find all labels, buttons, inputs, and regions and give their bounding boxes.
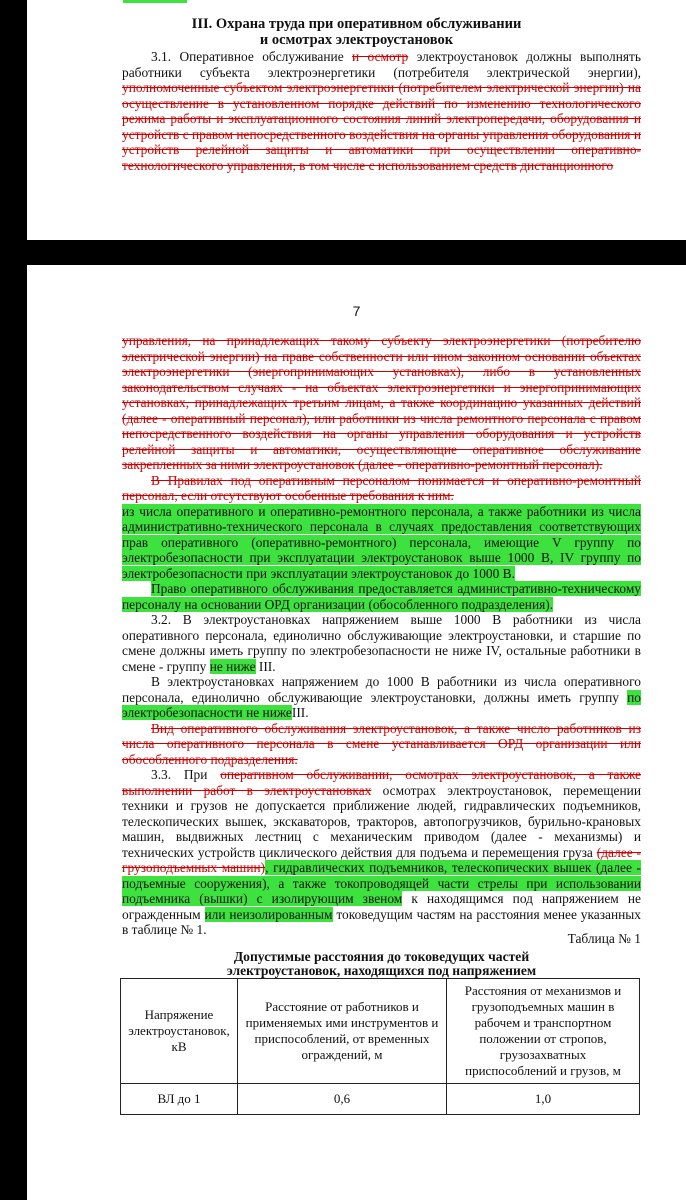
page-number: 7 — [352, 303, 361, 319]
vid-paragraph-deleted: Вид оперативного обслуживания электроустановок, а также число работников из числа оперативного персонала в смене устанавливается ОРД организации или обособленного подразделения. — [122, 720, 641, 767]
table-title-line-2: электроустановок, находящихся под напряжением — [226, 963, 537, 978]
p32-text-a: 3.2. В электроустановках напряжением выше 1000 В работники из числа оперативного персонала, единолично обслуживающие электроустановки, и старшие по смене должны иметь группу по электробезопасности не ниже IV, остальные работники в смене - группу — [122, 612, 641, 674]
p31-text-a: Оперативное обслуживание — [179, 49, 344, 64]
section-heading-line-1: III. Охрана труда при оперативном обслуживании — [191, 16, 522, 32]
p33-highlight-g: или неизолированным — [204, 906, 333, 922]
body-text — [122, 333, 641, 938]
table-caption: Таблица № 1 — [567, 931, 641, 946]
new-paragraph-1-highlighted: из числа оперативного и оперативно-ремонтного персонала, а также работники из числа административно-технического персонала в случаях предоставления соответствующих прав оперативного (оперативно-ремонтного) персонала, имеющие V группу по электробезопасности при эксплуатации электроустановок выше 1000 В, IV группу по электробезопасности при эксплуатации электроустановок до 1000 В. — [122, 503, 641, 581]
table-title-2 — [122, 963, 641, 979]
table-cell: 1,0 — [447, 1084, 640, 1115]
table-cell: ВЛ до 1 — [121, 1084, 238, 1115]
p33-highlight-e: , гидравлических подъемников, телескопических вышек (далее - подъемные сооружения), а также токопроводящей части стрелы при использовании подъемника (вышки) с изолирующим звеном — [122, 860, 641, 906]
table-header-cell: Расстояние от работников и применяемых ими инструментов и приспособлений, от временных ограждений, м — [238, 979, 447, 1084]
p31-deleted-d: уполномоченные субъектом электроэнергетики (потребителем электрической энергии) на осуществление в установленном порядке действий по изменению технологического режима работы и эксплуатационного состояния линий электропередачи, оборудования и устройств с правом непосредственного воздействия на органы управления оборудования и устройств релейной защиты и автоматики при осуществлении оперативно-технологического управления, в том числе с использованием средств дистанционного — [122, 80, 641, 173]
new-paragraph-2-highlighted: Право оперативного обслуживания предоставляется административно-техническому персоналу на основании ОРД организации (обособленного подразделения). — [122, 581, 641, 612]
p33-deleted-b: оперативном обслуживании, осмотрах электроустановок, а также выполнении работ в электроустановках — [122, 767, 641, 798]
table-header-row — [121, 979, 640, 1084]
section-heading — [27, 16, 686, 48]
paragraph-3-1 — [122, 49, 641, 173]
section-heading-line-2: и осмотрах электроустановок — [259, 32, 454, 48]
p33-text-f: к находящимся под напряжением не огражденным — [122, 891, 641, 922]
table-header-cell: Расстояния от механизмов и грузоподъемных машин в рабочем и транспортном положении от стропов, грузозахватных приспособлений и грузов, м — [447, 979, 640, 1084]
p31-number: 3.1. — [151, 49, 172, 64]
p31-continued-deleted: управления, на принадлежащих такому субъекту электроэнергетики (потребителю электрической энергии) на праве собственности или ином законном основании объектах электроэнергетики (энергопринимающих установках), либо в установленных законодательством случаях - на объектах электроэнергетики и энергопринимающих установках, принадлежащих третьим лицам, а также координацию указанных действий (далее - оперативный персонал), или работники из числа ремонтного персонала с правом непосредственного воздействия на органы управления оборудования и устройств релейной защиты и автоматики, осуществляющие оперативное обслуживание закрепленных за ними электроустановок (далее - оперативно-ремонтный персонал). — [122, 333, 641, 472]
document-page-bottom — [27, 265, 686, 1200]
table-title-line-1: Допустимые расстояния до токоведущих частей — [233, 949, 530, 964]
highlight-mark — [123, 0, 187, 3]
table-row — [121, 1084, 640, 1115]
rules-paragraph-deleted: В Правилах под оперативным персоналом понимается и оперативно-ремонтный персонал, если отсутствуют особенные требования к ним. — [122, 472, 641, 503]
table-header-cell: Напряжение электроустановок, кВ — [121, 979, 238, 1084]
p32b-text-a: В электроустановках напряжением до 1000 В работники из числа оперативного персонала, единолично обслуживающие электроустановки, должны иметь группу — [122, 674, 641, 705]
p33-text-h: токоведущим частям на расстояния менее указанных в таблице № 1. — [122, 906, 641, 937]
p31-text-c: электроустановок должны выполнять работники субъекта электроэнергетики (потребителя электрической энергии), — [122, 49, 641, 80]
p32-highlight: не ниже — [209, 658, 256, 674]
p31-deleted-b: и осмотр — [352, 49, 409, 64]
document-page-top — [27, 0, 686, 240]
p33-deleted-d: (далее - грузоподъемных машин) — [122, 844, 641, 875]
p33-text-a: 3.3. При — [151, 767, 208, 782]
table-cell: 0,6 — [238, 1084, 447, 1115]
p32b-text-c: III. — [291, 705, 309, 720]
p33-text-c: осмотрах электроустановок, перемещении техники и грузов не допускается приближение людей, гидравлических подъемников, телескопических вышек, экскаваторов, тракторов, автопогрузчиков, бурильно-крановых машин, выдвижных лестниц с механическим приводом (далее - механизмы) и технических устройств циклического действия для подъема и перемещения груза — [122, 782, 641, 860]
p32b-highlight: по электробезопасности не ниже — [122, 689, 641, 720]
p32-text-c: III. — [258, 658, 276, 674]
distances-table — [120, 978, 640, 1115]
